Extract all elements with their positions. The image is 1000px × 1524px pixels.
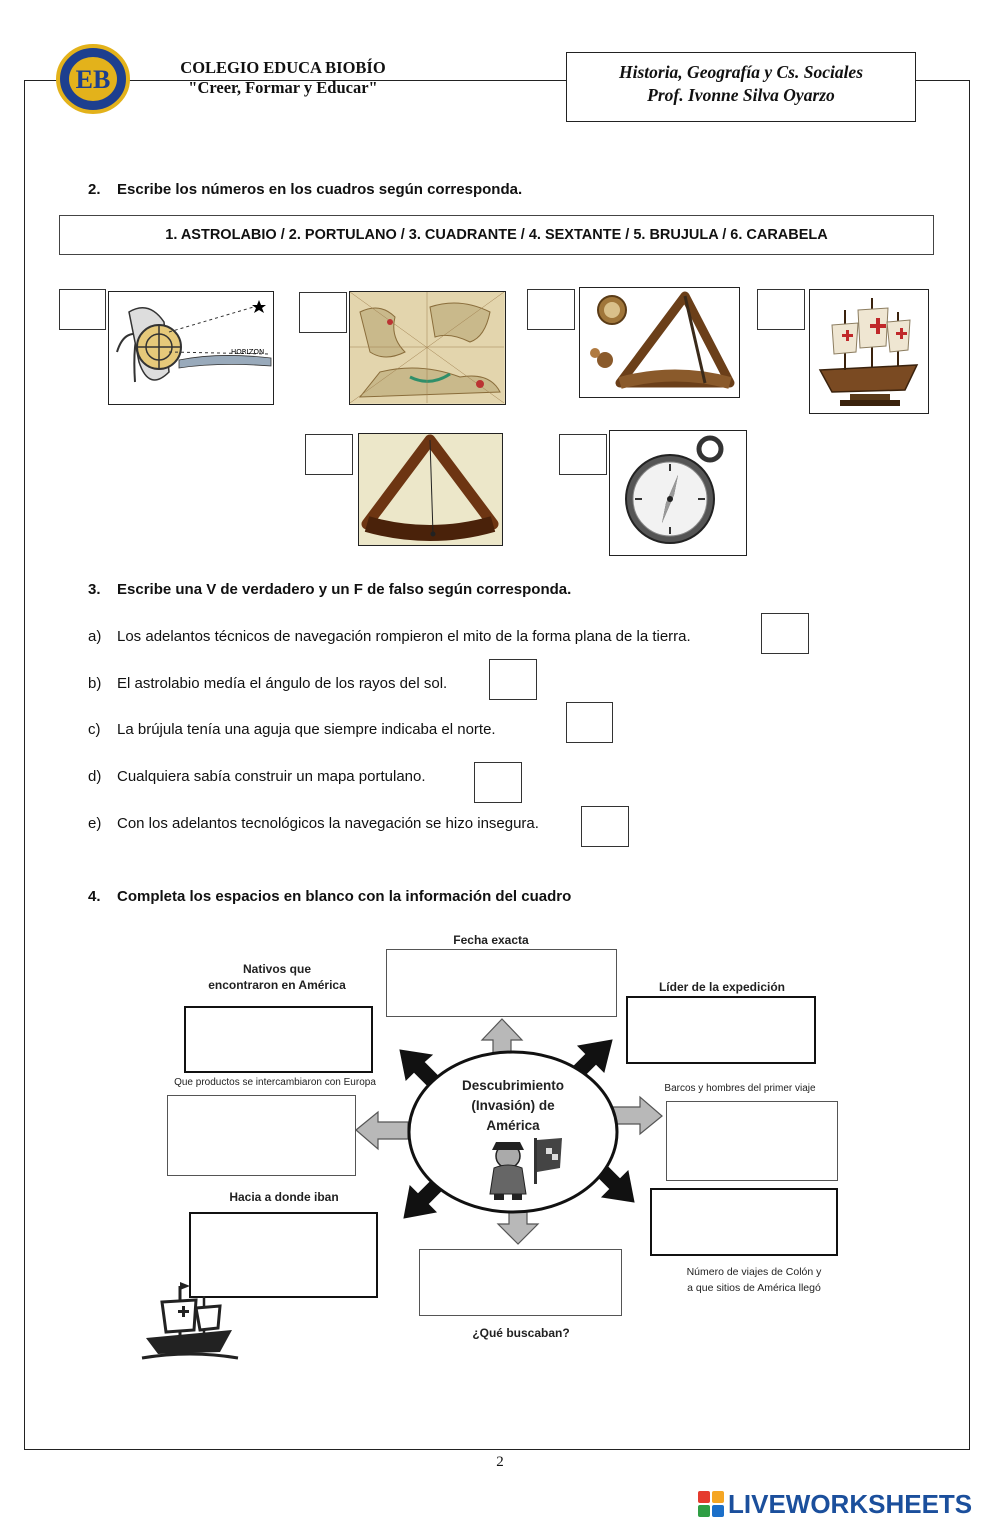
q3-number: 3. bbox=[88, 581, 101, 598]
label-productos: Que productos se intercambiaron con Europa bbox=[174, 1077, 376, 1088]
label-viajes-line1: Número de viajes de Colón y bbox=[686, 1266, 822, 1278]
school-motto: "Creer, Formar y Educar" bbox=[188, 78, 378, 97]
q2-instruction: Escribe los números en los cuadros según corresponda. bbox=[117, 181, 523, 198]
word-bank: 1. ASTROLABIO / 2. PORTULANO / 3. CUADRANTE / 4. SEXTANTE / 5. BRUJULA / 6. CARABELA bbox=[59, 215, 934, 255]
input-box-buscaban[interactable] bbox=[419, 1249, 622, 1316]
horizon-label: HORIZON bbox=[231, 348, 265, 356]
subject-title: Historia, Geografía y Cs. Sociales bbox=[618, 62, 864, 82]
center-line-1: Descubrimiento bbox=[461, 1078, 565, 1093]
label-viajes-line2: a que sitios de América llegó bbox=[687, 1282, 821, 1294]
diagram-center-title bbox=[430, 1076, 596, 1136]
input-box-fecha[interactable] bbox=[386, 949, 617, 1017]
label-nativos-line2: encontraron en América bbox=[208, 978, 346, 992]
teacher-name: Prof. Ivonne Silva Oyarzo bbox=[647, 85, 835, 105]
label-barcos: Barcos y hombres del primer viaje bbox=[664, 1083, 816, 1094]
label-fecha: Fecha exacta bbox=[453, 933, 529, 947]
statement-letter: c) bbox=[88, 721, 101, 738]
statement-letter: d) bbox=[88, 768, 102, 785]
label-viajes bbox=[654, 1264, 854, 1296]
ship-illustration-icon bbox=[140, 1280, 240, 1362]
school-name: COLEGIO EDUCA BIOBÍO bbox=[180, 58, 386, 77]
input-box-barcos[interactable] bbox=[666, 1101, 838, 1181]
liveworksheets-logo-icon bbox=[698, 1491, 724, 1517]
input-box-productos[interactable] bbox=[167, 1095, 356, 1176]
liveworksheets-text: LIVEWORKSHEETS bbox=[728, 1488, 973, 1519]
liveworksheets-brand bbox=[698, 1490, 972, 1518]
statement-text: Con los adelantos tecnológicos la navegación se hizo insegura. bbox=[117, 815, 539, 832]
label-nativos bbox=[186, 961, 368, 993]
label-lider: Líder de la expedición bbox=[658, 980, 786, 994]
label-buscaban: ¿Qué buscaban? bbox=[472, 1326, 570, 1340]
input-box-viajes[interactable] bbox=[650, 1188, 838, 1256]
q4-instruction: Completa los espacios en blanco con la información del cuadro bbox=[117, 888, 572, 905]
statement-text: Los adelantos técnicos de navegación rompieron el mito de la forma plana de la tierra. bbox=[117, 628, 691, 645]
statement-text: El astrolabio medía el ángulo de los rayos del sol. bbox=[117, 675, 448, 692]
input-box-lider[interactable] bbox=[626, 996, 816, 1064]
q3-instruction: Escribe una V de verdadero y un F de falso según corresponda. bbox=[117, 581, 572, 598]
label-nativos-line1: Nativos que bbox=[242, 962, 311, 976]
q2-number: 2. bbox=[88, 181, 101, 198]
statement-letter: b) bbox=[88, 675, 102, 692]
statement-letter: a) bbox=[88, 628, 102, 645]
page-number: 2 bbox=[496, 1454, 504, 1470]
label-hacia: Hacia a donde iban bbox=[229, 1190, 339, 1204]
statement-text: La brújula tenía una aguja que siempre indicaba el norte. bbox=[117, 721, 496, 738]
input-box-nativos[interactable] bbox=[184, 1006, 373, 1073]
q4-number: 4. bbox=[88, 888, 101, 905]
logo-letters: EB bbox=[75, 65, 111, 94]
center-line-3: América bbox=[486, 1118, 540, 1133]
statement-letter: e) bbox=[88, 815, 102, 832]
statement-text: Cualquiera sabía construir un mapa portulano. bbox=[117, 768, 426, 785]
center-line-2: (Invasión) de bbox=[471, 1098, 555, 1113]
